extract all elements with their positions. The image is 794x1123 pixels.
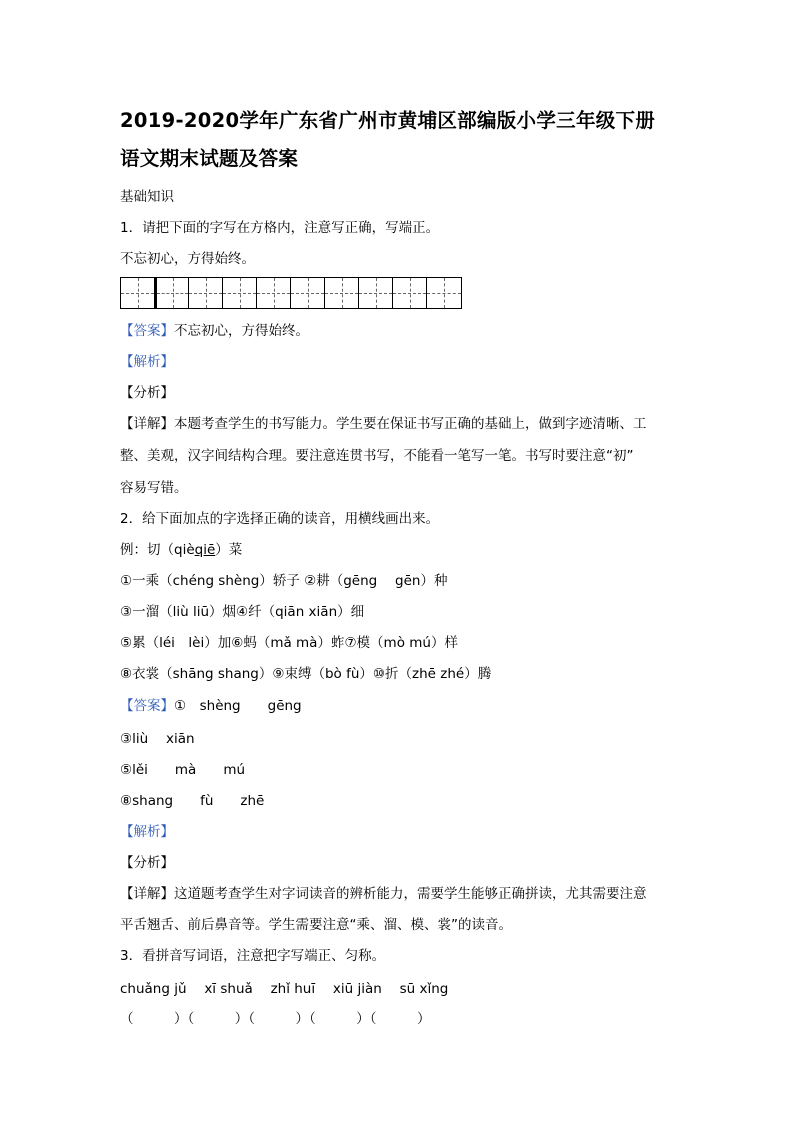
- q1-jiexi-tag: 【解析】: [120, 354, 174, 370]
- q2-line-3: ⑤累（léi lèi）加⑥蚂（mǎ mà）蚱⑦模（mò mú）样: [120, 635, 458, 651]
- answer-text: ① shèng gēng: [174, 698, 302, 714]
- doc-title-line-1: 2019-2020学年广东省广州市黄埔区部编版小学三年级下册: [120, 109, 656, 132]
- q2-jiexi-tag: 【解析】: [120, 824, 174, 840]
- detail-tag: 【详解】: [120, 416, 174, 432]
- q1-fenxi-tag: 【分析】: [120, 385, 174, 401]
- q1-prompt: 1．请把下面的字写在方格内，注意写正确，写端正。: [120, 220, 440, 236]
- q2-answer-line-3: ⑤lěi mà mú: [120, 762, 246, 778]
- q2-detail-line-2: 平舌翘舌、前后鼻音等。学生需要注意“乘、溜、模、裳”的读音。: [120, 917, 512, 933]
- grid-cell: [189, 278, 223, 308]
- q2-line-1: ①一乘（chéng shèng）轿子 ②耕（gēng gēn）种: [120, 573, 448, 589]
- grid-cell: [325, 278, 359, 308]
- q2-line-2: ③一溜（liù liū）烟④纤（qiān xiān）细: [120, 604, 365, 620]
- grid-cell: [121, 278, 155, 308]
- q3-answer-blanks: （ ）（ ）（ ）（ ）（ ）: [120, 1011, 431, 1027]
- example-text: ）菜: [215, 542, 243, 558]
- example-text: 例：切（qiè: [120, 542, 195, 558]
- q2-detail-line-1: [120, 884, 647, 904]
- grid-cell: [393, 278, 427, 308]
- detail-text: 这道题考查学生对字词读音的辨析能力，需要学生能够正确拼读，尤其需要注意: [174, 886, 647, 902]
- doc-title-line-2: 语文期末试题及答案: [120, 147, 299, 170]
- grid-cell: [427, 278, 461, 308]
- example-underlined: qiē: [194, 542, 216, 558]
- writing-grid: [120, 277, 462, 309]
- q2-answer-line-2: ③liù xiān: [120, 731, 195, 747]
- section-heading: 基础知识: [120, 189, 174, 205]
- q2-answer-line-4: ⑧shang fù zhē: [120, 793, 265, 809]
- grid-cell: [359, 278, 393, 308]
- q2-example: [120, 540, 242, 560]
- q3-prompt: 3．看拼音写词语，注意把字写端正、匀称。: [120, 948, 386, 964]
- q2-line-4: ⑧衣裳（shāng shang）⑨束缚（bò fù）⑩折（zhē zhé）腾: [120, 666, 492, 682]
- grid-cell: [291, 278, 325, 308]
- detail-tag: 【详解】: [120, 886, 174, 902]
- q1-detail-line-1: [120, 414, 647, 434]
- grid-cell: [223, 278, 257, 308]
- q3-pinyin: chuǎng jǔ xī shuǎ zhǐ huī xiū jiàn sū xǐng: [120, 981, 449, 997]
- q1-text: 不忘初心，方得始终。: [120, 251, 255, 267]
- q1-answer: [120, 321, 309, 341]
- answer-tag: 【答案】: [120, 698, 174, 714]
- grid-cell: [155, 278, 189, 308]
- q1-detail-line-2: 整、美观，汉字间结构合理。要注意连贯书写，不能看一笔写一笔。书写时要注意“初”: [120, 448, 634, 464]
- q1-detail-line-3: 容易写错。: [120, 480, 188, 496]
- answer-text: 不忘初心，方得始终。: [174, 323, 309, 339]
- q2-prompt: 2．给下面加点的字选择正确的读音，用横线画出来。: [120, 511, 440, 527]
- q2-answer-line-1: [120, 696, 302, 716]
- q2-fenxi-tag: 【分析】: [120, 855, 174, 871]
- answer-tag: 【答案】: [120, 323, 174, 339]
- detail-text: 本题考查学生的书写能力。学生要在保证书写正确的基础上，做到字迹清晰、工: [174, 416, 647, 432]
- grid-cell: [257, 278, 291, 308]
